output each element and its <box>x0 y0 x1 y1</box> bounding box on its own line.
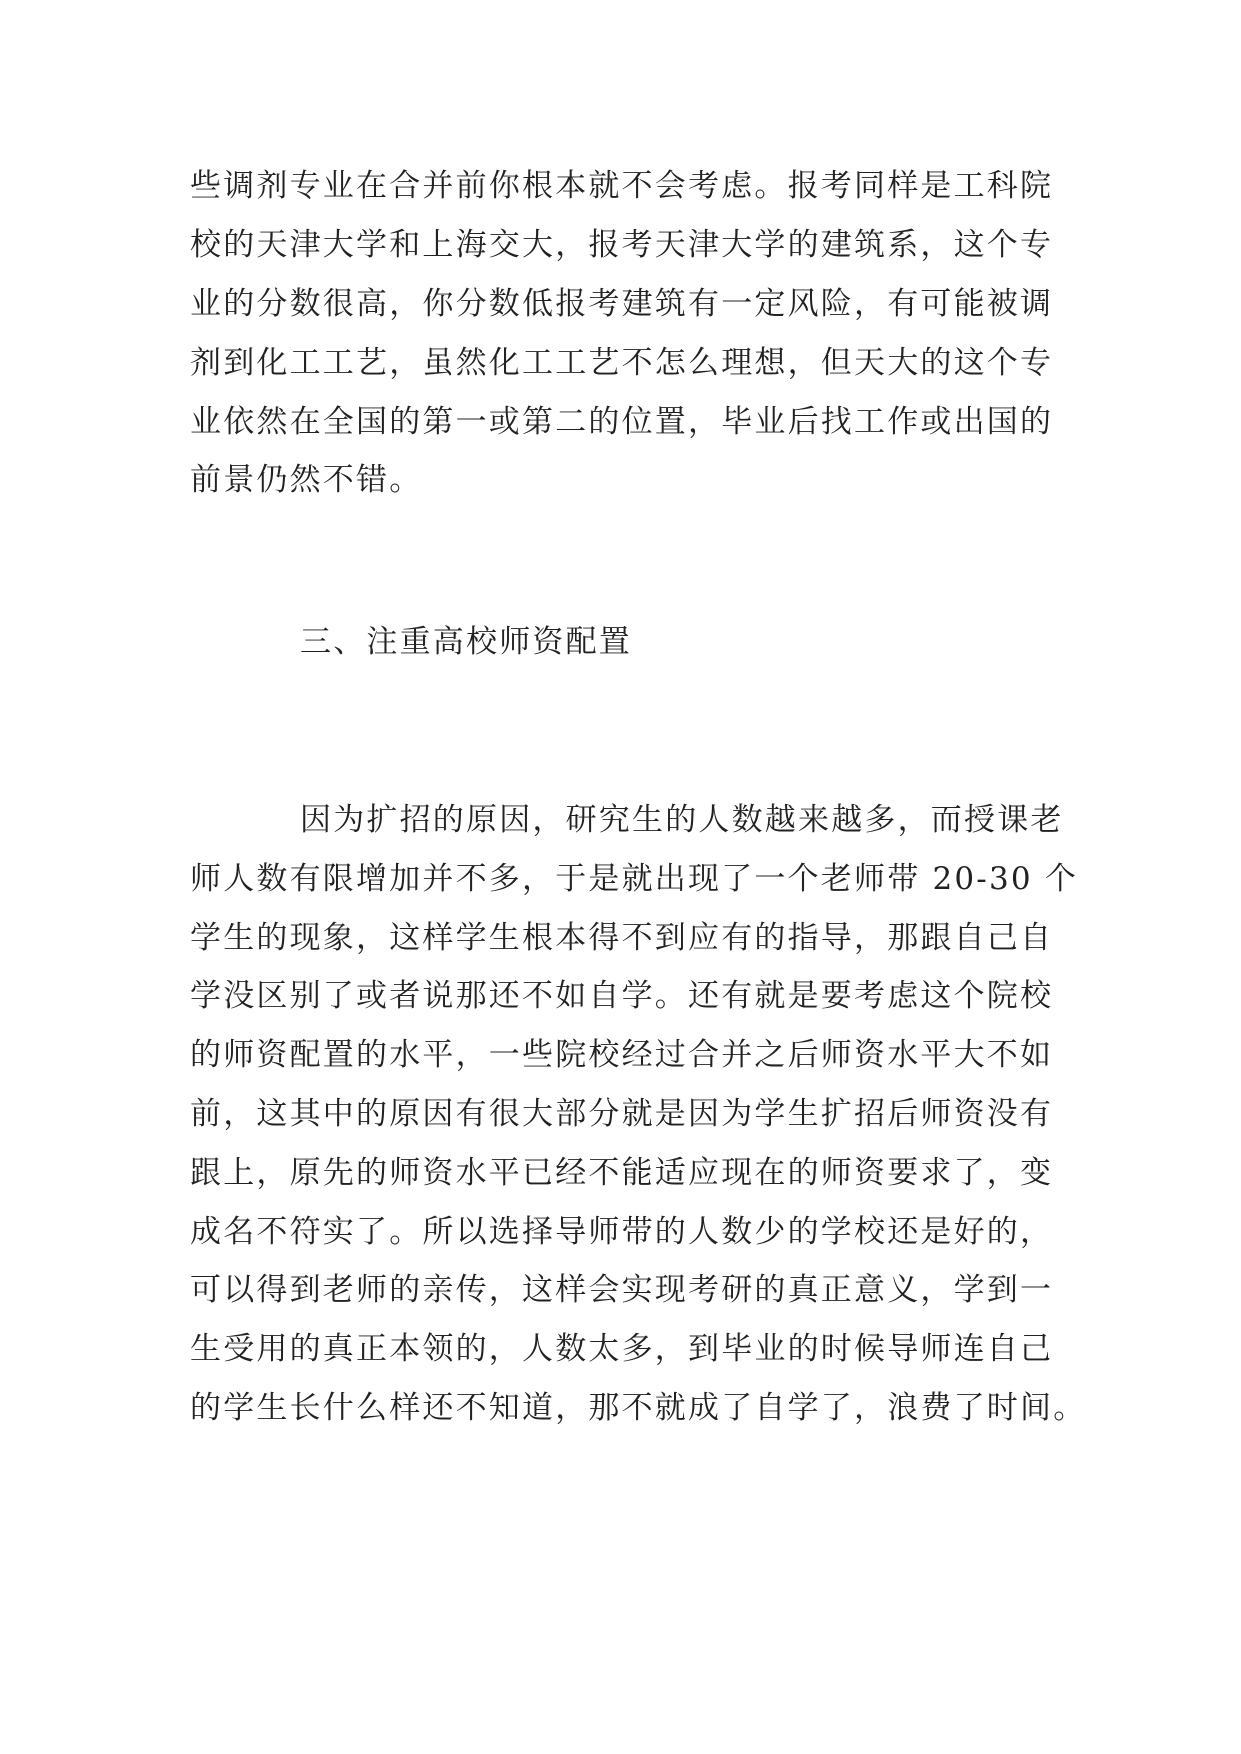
paragraph-2-line: 的师资配置的水平，一些院校经过合并之后师资水平大不如 <box>190 1037 1054 1073</box>
section-heading: 三、注重高校师资配置 <box>300 624 632 660</box>
paragraph-2-line: 学没区别了或者说那还不如自学。还有就是要考虑这个院校 <box>190 978 1054 1014</box>
paragraph-1-line: 业依然在全国的第一或第二的位置，毕业后找工作或出国的 <box>190 404 1054 440</box>
paragraph-2-line: 的学生长什么样还不知道，那不就成了自学了，浪费了时间。 <box>190 1390 1087 1426</box>
paragraph-2-line: 可以得到老师的亲传，这样会实现考研的真正意义，学到一 <box>190 1272 1054 1308</box>
paragraph-2-line: 师人数有限增加并不多，于是就出现了一个老师带 20-30 个 <box>190 861 1079 897</box>
paragraph-2-line: 学生的现象，这样学生根本得不到应有的指导，那跟自己自 <box>190 920 1054 956</box>
paragraph-2-line: 生受用的真正本领的，人数太多，到毕业的时候导师连自己 <box>190 1331 1054 1367</box>
paragraph-1-line: 些调剂专业在合并前你根本就不会考虑。报考同样是工科院 <box>190 168 1054 204</box>
paragraph-2-line: 成名不符实了。所以选择导师带的人数少的学校还是好的， <box>190 1214 1054 1250</box>
paragraph-2-line: 因为扩招的原因，研究生的人数越来越多，而授课老 <box>300 802 1064 838</box>
paragraph-2-line: 前，这其中的原因有很大部分就是因为学生扩招后师资没有 <box>190 1096 1054 1132</box>
paragraph-1-line: 业的分数很高，你分数低报考建筑有一定风险，有可能被调 <box>190 286 1054 322</box>
paragraph-1-line: 前景仍然不错。 <box>190 462 423 498</box>
paragraph-2-line: 跟上，原先的师资水平已经不能适应现在的师资要求了，变 <box>190 1155 1054 1191</box>
paragraph-1-line: 剂到化工工艺，虽然化工工艺不怎么理想，但天大的这个专 <box>190 345 1054 381</box>
paragraph-1-line: 校的天津大学和上海交大，报考天津大学的建筑系，这个专 <box>190 227 1054 263</box>
